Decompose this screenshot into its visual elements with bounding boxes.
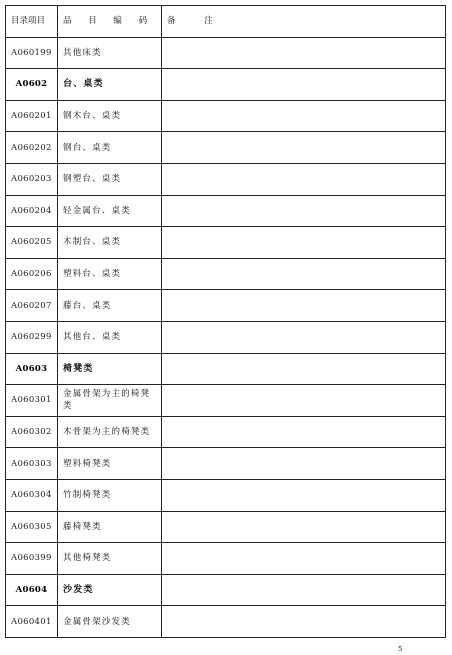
item-code-cell: A060305 — [6, 511, 58, 543]
item-code-cell: A0604 — [6, 574, 58, 606]
category-row — [6, 353, 446, 385]
item-code-cell: A060203 — [6, 163, 58, 195]
table-row — [6, 416, 446, 448]
remarks-cell — [162, 416, 446, 448]
table-row — [6, 543, 446, 575]
item-name-cell: 木骨架为主的椅凳类 — [58, 416, 162, 448]
table-row — [6, 479, 446, 511]
table-row — [6, 385, 446, 417]
item-name-cell: 木制台、桌类 — [58, 227, 162, 259]
item-name-cell: 其他台、桌类 — [58, 321, 162, 353]
item-code-cell: A0602 — [6, 69, 58, 101]
remarks-cell — [162, 606, 446, 638]
item-name-cell: 沙发类 — [58, 574, 162, 606]
remarks-cell — [162, 132, 446, 164]
item-code-cell: A060202 — [6, 132, 58, 164]
item-name-cell: 轻金属台、桌类 — [58, 195, 162, 227]
table-row — [6, 163, 446, 195]
item-name-cell: 金属骨架为主的椅凳类 — [58, 385, 162, 417]
table-row — [6, 511, 446, 543]
table-row — [6, 290, 446, 322]
remarks-cell — [162, 227, 446, 259]
item-code-cell: A060401 — [6, 606, 58, 638]
category-row — [6, 574, 446, 606]
remarks-cell — [162, 574, 446, 606]
remarks-cell — [162, 69, 446, 101]
remarks-cell — [162, 163, 446, 195]
item-code-cell: A060299 — [6, 321, 58, 353]
item-code-cell: A060206 — [6, 258, 58, 290]
table-row — [6, 132, 446, 164]
item-name-cell: 塑料椅凳类 — [58, 448, 162, 480]
item-code-cell: A060399 — [6, 543, 58, 575]
item-name-cell: 钢塑台、桌类 — [58, 163, 162, 195]
header-catalog-item: 目录项目 — [6, 6, 58, 38]
table-header-row — [6, 6, 446, 38]
item-code-cell: A060303 — [6, 448, 58, 480]
item-code-cell: A060201 — [6, 100, 58, 132]
item-name-cell: 其他床类 — [58, 37, 162, 69]
table-row — [6, 100, 446, 132]
item-code-cell: A060207 — [6, 290, 58, 322]
table-row — [6, 227, 446, 259]
item-code-cell: A060199 — [6, 37, 58, 69]
table-row — [6, 448, 446, 480]
catalog-table — [5, 5, 446, 638]
item-code-cell: A060302 — [6, 416, 58, 448]
header-remarks: 备 注 — [162, 6, 446, 38]
remarks-cell — [162, 37, 446, 69]
item-name-cell: 藤台、桌类 — [58, 290, 162, 322]
item-name-cell: 其他椅凳类 — [58, 543, 162, 575]
item-name-cell: 竹制椅凳类 — [58, 479, 162, 511]
table-row — [6, 606, 446, 638]
item-code-cell: A0603 — [6, 353, 58, 385]
remarks-cell — [162, 100, 446, 132]
remarks-cell — [162, 290, 446, 322]
item-name-cell: 椅凳类 — [58, 353, 162, 385]
item-name-cell: 藤椅凳类 — [58, 511, 162, 543]
item-name-cell: 钢木台、桌类 — [58, 100, 162, 132]
header-item-code: 品 目 编 码 — [58, 6, 162, 38]
item-code-cell: A060204 — [6, 195, 58, 227]
table-row — [6, 321, 446, 353]
remarks-cell — [162, 543, 446, 575]
table-row — [6, 37, 446, 69]
item-code-cell: A060301 — [6, 385, 58, 417]
remarks-cell — [162, 353, 446, 385]
item-name-cell: 钢台、桌类 — [58, 132, 162, 164]
remarks-cell — [162, 511, 446, 543]
item-name-cell: 塑料台、桌类 — [58, 258, 162, 290]
remarks-cell — [162, 385, 446, 417]
item-code-cell: A060205 — [6, 227, 58, 259]
page-number: 5 — [398, 645, 403, 653]
remarks-cell — [162, 479, 446, 511]
table-row — [6, 258, 446, 290]
item-name-cell: 金属骨架沙发类 — [58, 606, 162, 638]
remarks-cell — [162, 321, 446, 353]
remarks-cell — [162, 448, 446, 480]
item-name-cell: 台、桌类 — [58, 69, 162, 101]
item-code-cell: A060304 — [6, 479, 58, 511]
remarks-cell — [162, 195, 446, 227]
table-row — [6, 195, 446, 227]
category-row — [6, 69, 446, 101]
remarks-cell — [162, 258, 446, 290]
